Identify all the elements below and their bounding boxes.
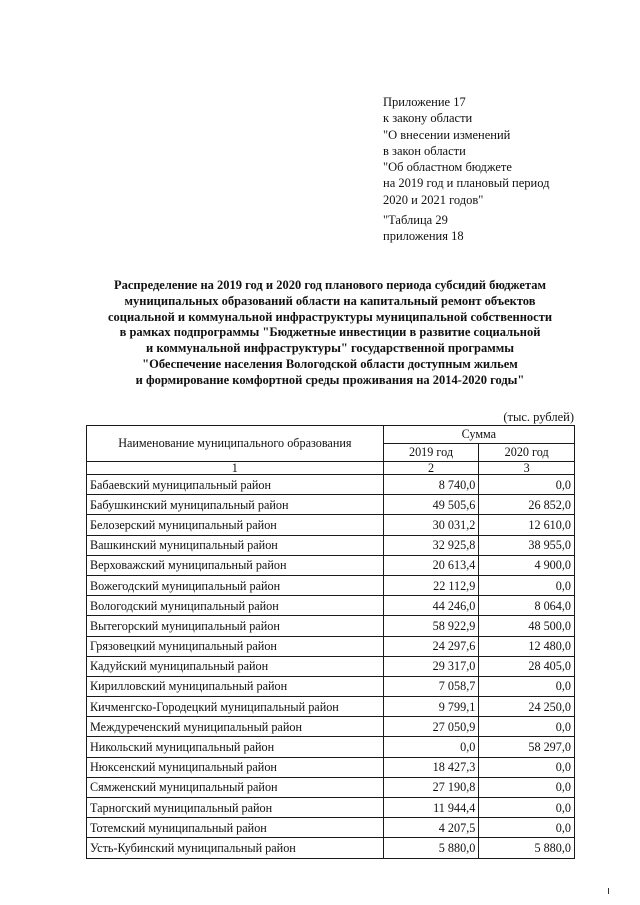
- district-name-cell: Кирилловский муниципальный район: [87, 676, 384, 696]
- column-number: 3: [479, 462, 575, 475]
- column-number: 2: [383, 462, 479, 475]
- district-name-cell: Тотемский муниципальный район: [87, 818, 384, 838]
- title-line: "Обеспечение населения Вологодской области доступным жильем: [142, 356, 518, 371]
- amount-2019-cell: 49 505,6: [383, 495, 479, 515]
- amount-2020-cell: 0,0: [479, 798, 575, 818]
- amount-2019-cell: 18 427,3: [383, 757, 479, 777]
- amount-2019-cell: 58 922,9: [383, 616, 479, 636]
- appendix-line: к закону области: [383, 111, 473, 126]
- title-line: и коммунальной инфраструктуры" государственной программы: [146, 341, 514, 356]
- amount-2020-cell: 0,0: [479, 575, 575, 595]
- amount-2020-cell: 38 955,0: [479, 535, 575, 555]
- amount-2019-cell: 7 058,7: [383, 676, 479, 696]
- district-name-cell: Сямженский муниципальный район: [87, 777, 384, 797]
- amount-2020-cell: 48 500,0: [479, 616, 575, 636]
- district-name-cell: Бабаевский муниципальный район: [87, 475, 384, 495]
- district-name-cell: Грязовецкий муниципальный район: [87, 636, 384, 656]
- district-name-cell: Белозерский муниципальный район: [87, 515, 384, 535]
- amount-2019-cell: 30 031,2: [383, 515, 479, 535]
- district-name-cell: Вытегорский муниципальный район: [87, 616, 384, 636]
- table-row: [87, 515, 575, 535]
- amount-2020-cell: 4 900,0: [479, 555, 575, 575]
- table-row: [87, 475, 575, 495]
- column-header-name: Наименование муниципального образования: [87, 426, 384, 462]
- amount-2019-cell: 20 613,4: [383, 555, 479, 575]
- table-row: [87, 798, 575, 818]
- district-name-cell: Кичменгско-Городецкий муниципальный район: [87, 697, 384, 717]
- table-row: [87, 616, 575, 636]
- unit-label: (тыс. рублей): [503, 410, 574, 424]
- amount-2020-cell: 26 852,0: [479, 495, 575, 515]
- title-line: социальной и коммунальной инфраструктуры муниципальной собственности: [107, 309, 553, 324]
- amount-2020-cell: 8 064,0: [479, 596, 575, 616]
- title-line: Распределение на 2019 год и 2020 год планового периода субсидий бюджетам: [113, 278, 547, 292]
- amount-2020-cell: 0,0: [479, 818, 575, 838]
- table-row: [87, 838, 575, 858]
- table-row: [87, 596, 575, 616]
- appendix-line: на 2019 год и плановый период: [383, 176, 550, 191]
- amount-2020-cell: 12 480,0: [479, 636, 575, 656]
- title-line: муниципальных образований области на капитальный ремонт объектов: [124, 293, 536, 308]
- amount-2019-cell: 0,0: [383, 737, 479, 757]
- column-header-2019: 2019 год: [383, 444, 479, 462]
- district-name-cell: Верховажский муниципальный район: [87, 555, 384, 575]
- district-name-cell: Вожегодский муниципальный район: [87, 575, 384, 595]
- subsidy-table: [86, 425, 575, 859]
- table-row: [87, 495, 575, 515]
- amount-2019-cell: 11 944,4: [383, 798, 479, 818]
- district-name-cell: Вологодский муниципальный район: [87, 596, 384, 616]
- table-row: [87, 575, 575, 595]
- amount-2019-cell: 29 317,0: [383, 656, 479, 676]
- amount-2020-cell: 0,0: [479, 475, 575, 495]
- table-row: [87, 697, 575, 717]
- appendix-line: в закон области: [383, 143, 466, 158]
- document-title: [80, 278, 580, 389]
- table-row: [87, 656, 575, 676]
- table-row: [87, 717, 575, 737]
- amount-2020-cell: 58 297,0: [479, 737, 575, 757]
- appendix-header: [383, 94, 549, 245]
- district-name-cell: Кадуйский муниципальный район: [87, 656, 384, 676]
- amount-2020-cell: 28 405,0: [479, 656, 575, 676]
- table-row: [87, 757, 575, 777]
- table-row: [87, 535, 575, 555]
- table-ref-line: приложения 18: [383, 229, 464, 244]
- amount-2020-cell: 0,0: [479, 676, 575, 696]
- amount-2019-cell: 32 925,8: [383, 535, 479, 555]
- district-name-cell: Тарногский муниципальный район: [87, 798, 384, 818]
- amount-2020-cell: 24 250,0: [479, 697, 575, 717]
- table-row: [87, 737, 575, 757]
- amount-2019-cell: 9 799,1: [383, 697, 479, 717]
- column-header-2020: 2020 год: [479, 444, 575, 462]
- table-row: [87, 818, 575, 838]
- amount-2020-cell: 12 610,0: [479, 515, 575, 535]
- amount-2020-cell: 0,0: [479, 757, 575, 777]
- table-row: [87, 555, 575, 575]
- amount-2020-cell: 5 880,0: [479, 838, 575, 858]
- amount-2020-cell: 0,0: [479, 777, 575, 797]
- district-name-cell: Усть-Кубинский муниципальный район: [87, 838, 384, 858]
- amount-2019-cell: 5 880,0: [383, 838, 479, 858]
- appendix-line: 2020 и 2021 годов": [383, 192, 484, 207]
- amount-2020-cell: 0,0: [479, 717, 575, 737]
- amount-2019-cell: 22 112,9: [383, 575, 479, 595]
- table-row: [87, 636, 575, 656]
- table-row: [87, 777, 575, 797]
- district-name-cell: Никольский муниципальный район: [87, 737, 384, 757]
- amount-2019-cell: 27 190,8: [383, 777, 479, 797]
- appendix-line: Приложение 17: [383, 95, 466, 109]
- district-name-cell: Бабушкинский муниципальный район: [87, 495, 384, 515]
- appendix-line: "О внесении изменений: [383, 127, 511, 142]
- column-number: 1: [87, 462, 384, 475]
- table-ref-line: "Таблица 29: [383, 213, 448, 228]
- amount-2019-cell: 4 207,5: [383, 818, 479, 838]
- table-row: [87, 676, 575, 696]
- district-name-cell: Вашкинский муниципальный район: [87, 535, 384, 555]
- title-line: в рамках подпрограммы "Бюджетные инвестиции в развитие социальной: [119, 325, 541, 340]
- district-name-cell: Нюксенский муниципальный район: [87, 757, 384, 777]
- amount-2019-cell: 27 050,9: [383, 717, 479, 737]
- title-line: и формирование комфортной среды проживания на 2014-2020 годы": [135, 372, 525, 387]
- amount-2019-cell: 8 740,0: [383, 475, 479, 495]
- scan-mark: [608, 888, 609, 894]
- amount-2019-cell: 44 246,0: [383, 596, 479, 616]
- district-name-cell: Междуреченский муниципальный район: [87, 717, 384, 737]
- appendix-line: "Об областном бюджете: [383, 160, 512, 175]
- column-header-sum: Сумма: [383, 426, 574, 444]
- table-body: [87, 475, 575, 859]
- amount-2019-cell: 24 297,6: [383, 636, 479, 656]
